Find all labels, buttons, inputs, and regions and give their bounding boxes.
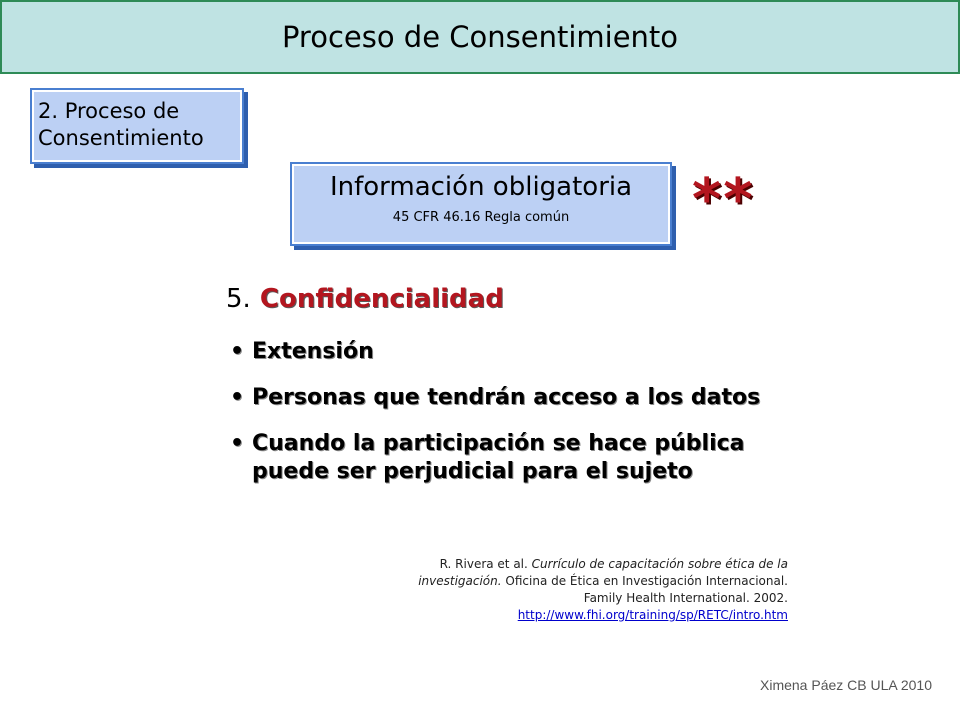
stars-mark: ** — [692, 167, 755, 232]
info-box — [290, 162, 672, 246]
bullet-text: Cuando la participación se hace pública puede ser perjudicial para el sujeto — [252, 431, 745, 484]
title-bar — [0, 0, 960, 74]
bullet-text: Personas que tendrán acceso a los datos — [252, 385, 761, 410]
footer-credit: Ximena Páez CB ULA 2010 — [760, 677, 932, 693]
page-title: Proceso de Consentimiento — [281, 20, 679, 54]
bullet-icon: • — [230, 431, 245, 456]
heading-number: 5. — [226, 284, 251, 314]
bullet-icon: • — [230, 385, 245, 410]
bullet-icon: • — [230, 339, 245, 364]
reference-publisher: Oficina de Ética en Investigación Internacional. Family Health International. 2002. — [505, 574, 788, 605]
reference-authors: R. Rivera et al. — [439, 557, 528, 571]
info-title: Información obligatoria — [329, 172, 633, 202]
reference-work: Currículo de capacitación sobre ética de la investigación. — [418, 557, 788, 588]
reference-citation — [396, 556, 788, 624]
section-label-line-1: 2. Proceso de — [38, 99, 180, 123]
reference-link[interactable]: http://www.fhi.org/training/sp/RETC/intro.htm — [517, 608, 788, 622]
heading-text: Confidencialidad — [259, 284, 504, 314]
list-item — [226, 384, 766, 412]
bullet-list — [226, 338, 766, 504]
section-label-box — [30, 88, 244, 164]
list-item — [226, 430, 766, 486]
content-heading — [226, 284, 504, 314]
info-subtitle: 45 CFR 46.16 Regla común — [392, 210, 570, 225]
bullet-text: Extensión — [252, 339, 374, 364]
list-item — [226, 338, 766, 366]
section-label-line-2: Consentimiento — [38, 126, 204, 150]
